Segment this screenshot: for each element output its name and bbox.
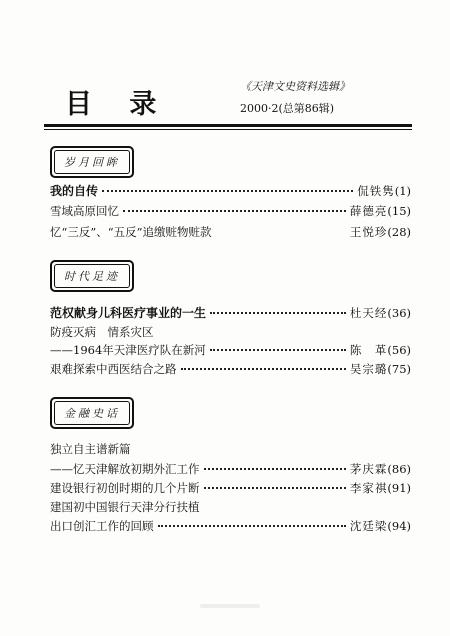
toc-entry[interactable] xyxy=(50,518,411,534)
entry-title: 防疫灭病 情系灾区 xyxy=(50,325,154,339)
entry-title: ——忆天津解放初期外汇工作 xyxy=(50,462,200,476)
header-rule-thin xyxy=(44,129,412,130)
toc-entry[interactable] xyxy=(50,304,411,321)
toc-entry[interactable] xyxy=(50,182,411,199)
toc-entry[interactable] xyxy=(50,224,411,240)
entry-page: (36) xyxy=(387,306,411,320)
toc-entry[interactable] xyxy=(50,342,411,358)
toc-entry[interactable] xyxy=(50,480,411,496)
entry-page: (91) xyxy=(387,481,411,495)
dot-leader xyxy=(158,525,346,527)
section-label: 岁月回眸 xyxy=(54,150,130,174)
dot-leader xyxy=(204,468,346,470)
entry-author: 侃铁隽 xyxy=(357,184,395,198)
dot-leader xyxy=(102,190,353,192)
entry-title: ——1964年天津医疗队在新河 xyxy=(50,343,206,357)
issue-number: 2000·2(总第86辑) xyxy=(240,102,335,115)
entry-page: (28) xyxy=(387,225,411,239)
dot-leader xyxy=(181,368,346,370)
entry-title: 出口创汇工作的回顾 xyxy=(50,519,154,533)
entry-page: (94) xyxy=(387,519,411,533)
section-badge-era xyxy=(50,260,134,292)
entry-page: (15) xyxy=(387,204,411,218)
series-name: 《天津文史资料选辑》 xyxy=(240,80,350,93)
entry-title: 独立自主谱新篇 xyxy=(50,442,131,456)
toc-entry[interactable] xyxy=(50,361,411,377)
entry-page: (1) xyxy=(394,184,411,198)
entry-title: 范权献身儿科医疗事业的一生 xyxy=(50,306,207,320)
entry-author: 李家祺 xyxy=(349,481,388,495)
entry-author: 陈 革 xyxy=(349,343,388,357)
toc-title: 目 录 xyxy=(65,89,171,120)
dot-leader xyxy=(123,210,346,212)
entry-page: (75) xyxy=(387,362,411,376)
section-badge-finance xyxy=(50,397,134,429)
entry-title: 建设银行初创时期的几个片断 xyxy=(50,481,200,495)
dot-leader xyxy=(210,312,346,314)
entry-author: 茅庆霖 xyxy=(349,462,388,476)
dot-leader xyxy=(210,349,346,351)
entry-title: 建国初中国银行天津分行扶植 xyxy=(50,500,200,514)
header-rule-thick xyxy=(44,124,412,127)
entry-title: 我的自传 xyxy=(50,184,99,198)
entry-title: 雪域高原回忆 xyxy=(50,204,119,218)
entry-author: 吴宗璐 xyxy=(349,362,388,376)
entry-page: (86) xyxy=(387,462,411,476)
entry-author: 杜天经 xyxy=(349,306,388,320)
toc-entry[interactable] xyxy=(50,461,411,477)
entry-author: 王悦珍 xyxy=(349,225,388,239)
entry-author: 薛德亮 xyxy=(349,204,388,218)
section-label: 时代足迹 xyxy=(54,264,130,288)
dot-leader xyxy=(204,487,346,489)
entry-author: 沈廷梁 xyxy=(349,519,388,533)
section-badge-memories xyxy=(50,146,134,178)
toc-entry[interactable] xyxy=(50,203,411,219)
section-label: 金融史话 xyxy=(54,401,130,425)
entry-title: 忆“三反”、“五反”追缴赃物赃款 xyxy=(50,225,212,239)
entry-title: 艰难探索中西医结合之路 xyxy=(50,362,177,376)
page-smudge xyxy=(200,604,260,608)
entry-page: (56) xyxy=(387,343,411,357)
